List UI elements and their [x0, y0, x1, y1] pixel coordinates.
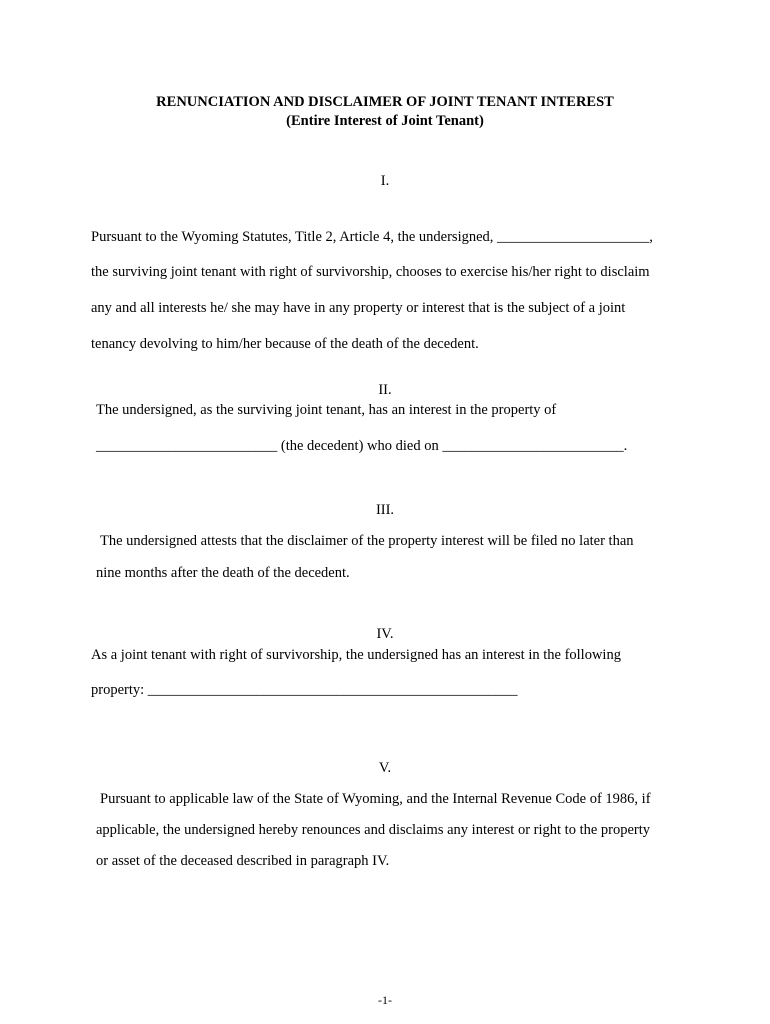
section-v-line-1: Pursuant to applicable law of the State of Wyoming, and the Internal Revenue Code of 1986, if	[100, 791, 651, 807]
section-iii-line-2: nine months after the death of the decedent.	[96, 565, 350, 581]
section-iv-line-2: property: ___________________________________________________	[91, 682, 518, 698]
section-i-line-3: any and all interests he/ she may have in any property or interest that is the subject of a joint	[91, 300, 626, 316]
section-ii-line-1: The undersigned, as the surviving joint tenant, has an interest in the property of	[96, 402, 557, 418]
section-heading-iii: III.	[375, 502, 395, 518]
section-i-line-1: Pursuant to the Wyoming Statutes, Title 2, Article 4, the undersigned, _____________________,	[91, 229, 653, 245]
section-heading-v: V.	[378, 760, 392, 776]
section-heading-i: I.	[380, 173, 390, 189]
section-heading-iv: IV.	[376, 626, 394, 642]
section-v-line-3: or asset of the deceased described in paragraph IV.	[96, 853, 390, 869]
document-title: RENUNCIATION AND DISCLAIMER OF JOINT TENANT INTEREST	[156, 94, 614, 110]
section-v-line-2: applicable, the undersigned hereby renounces and disclaims any interest or right to the property	[96, 822, 651, 838]
section-iv-line-1: As a joint tenant with right of survivorship, the undersigned has an interest in the following	[91, 647, 621, 663]
page-number: -1-	[378, 993, 392, 1007]
section-iii-line-1: The undersigned attests that the disclaimer of the property interest will be filed no later than	[100, 533, 634, 549]
section-ii-line-2: _________________________ (the decedent) who died on _________________________.	[96, 438, 628, 454]
document-subtitle: (Entire Interest of Joint Tenant)	[286, 113, 484, 129]
section-i-line-4: tenancy devolving to him/her because of the death of the decedent.	[91, 336, 479, 352]
section-i-line-2: the surviving joint tenant with right of survivorship, chooses to exercise his/her right to disclaim	[91, 264, 650, 280]
section-heading-ii: II.	[378, 382, 392, 398]
